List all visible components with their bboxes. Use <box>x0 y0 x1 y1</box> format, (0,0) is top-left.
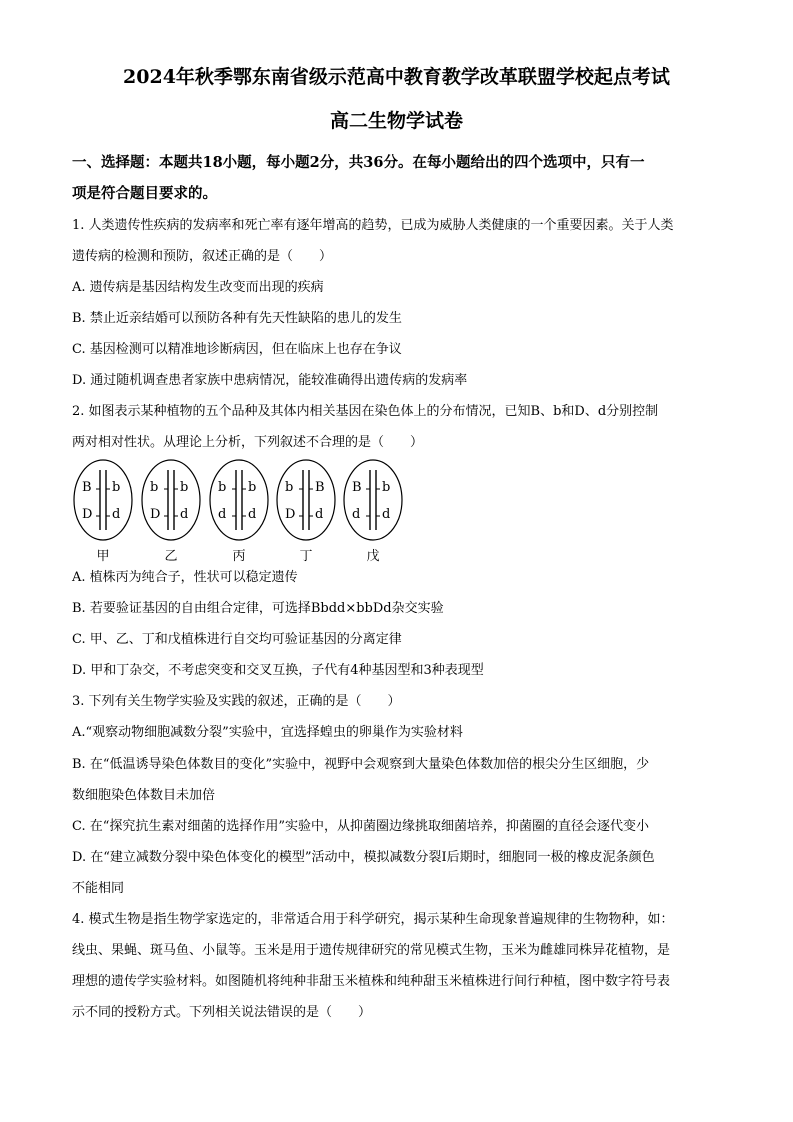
gene-label: d <box>180 507 189 522</box>
gene-label: d <box>248 507 257 522</box>
q1-option-a: A. 遗传病是基因结构发生改变而出现的疾病 <box>72 280 324 295</box>
cell-label: 甲 <box>96 549 110 564</box>
gene-label: B <box>315 480 325 495</box>
cell-label: 丁 <box>299 549 313 564</box>
gene-label: b <box>150 480 159 495</box>
q3-option-b: B. 在“低温诱导染色体数目的变化”实验中，视野中会观察到大量染色体数加倍的根尖分生区细胞，少 <box>72 757 650 772</box>
q1-stem-cont: 遗传病的检测和预防，叙述正确的是（ ） <box>72 249 333 264</box>
q2-option-b: B. 若要验证基因的自由组合定律，可选择Bbdd×bbDd杂交实验 <box>72 601 444 616</box>
gene-label: B <box>352 480 362 495</box>
gene-label: b <box>285 480 294 495</box>
gene-label: d <box>382 507 391 522</box>
q1-option-d: D. 通过随机调查患者家族中患病情况，能较准确得出遗传病的发病率 <box>72 373 468 388</box>
gene-label: d <box>112 507 121 522</box>
q3-option-c: C. 在“探究抗生素对细菌的选择作用”实验中，从抑菌圈边缘挑取细菌培养，抑菌圈的直径会逐代变小 <box>72 819 650 834</box>
q2-option-d: D. 甲和丁杂交，不考虑突变和交叉互换，子代有4种基因型和3种表现型 <box>72 663 484 678</box>
gene-label: D <box>285 507 296 522</box>
gene-label: b <box>218 480 227 495</box>
gene-label: B <box>82 480 92 495</box>
gene-label: b <box>112 480 121 495</box>
q2-option-c: C. 甲、乙、丁和戊植株进行自交均可验证基因的分离定律 <box>72 632 402 647</box>
q1-option-b: B. 禁止近亲结婚可以预防各种有先天性缺陷的患儿的发生 <box>72 311 402 326</box>
chromosome-cell <box>275 458 337 546</box>
q4-stem-cont-1: 线虫、果蝇、斑马鱼、小鼠等。玉米是用于遗传规律研究的常见模式生物，玉米为雌雄同株异花植物，是 <box>72 943 671 958</box>
chromosome-cell <box>72 458 134 546</box>
gene-label: b <box>180 480 189 495</box>
chromosome-cell <box>208 458 270 546</box>
section-heading: 一、选择题：本题共18小题，每小题2分，共36分。在每小题给出的四个选项中，只有一 <box>72 154 645 171</box>
section-heading-cont: 项是符合题目要求的。 <box>72 185 217 202</box>
gene-label: D <box>82 507 93 522</box>
chromosome-cell <box>342 458 404 546</box>
q3-option-a: A.“观察动物细胞减数分裂”实验中，宜选择蝗虫的卵巢作为实验材料 <box>72 725 463 740</box>
q3-option-d-cont: 不能相同 <box>72 881 125 896</box>
gene-label: b <box>382 480 391 495</box>
gene-label: d <box>315 507 324 522</box>
q4-stem-cont-2: 理想的遗传学实验材料。如图随机将纯种非甜玉米植株和纯种甜玉米植株进行间行种植，图中数字符号表 <box>72 974 671 989</box>
gene-label: d <box>218 507 227 522</box>
cell-label: 戊 <box>366 549 380 564</box>
q2-stem: 2. 如图表示某种植物的五个品种及其体内相关基因在染色体上的分布情况，已知B、b和D、d分别控制 <box>72 404 659 419</box>
gene-label: D <box>150 507 161 522</box>
q2-option-a: A. 植株丙为纯合子，性状可以稳定遗传 <box>72 570 298 585</box>
exam-title: 2024年秋季鄂东南省级示范高中教育教学改革联盟学校起点考试 <box>123 66 670 88</box>
q4-stem-cont-3: 示不同的授粉方式。下列相关说法错误的是（ ） <box>72 1005 372 1020</box>
cell-label: 乙 <box>164 549 178 564</box>
q1-option-c: C. 基因检测可以精准地诊断病因，但在临床上也存在争议 <box>72 342 402 357</box>
gene-label: d <box>352 507 361 522</box>
cell-label: 丙 <box>232 549 246 564</box>
q2-stem-cont: 两对相对性状。从理论上分析，下列叙述不合理的是（ ） <box>72 435 424 450</box>
q3-option-b-cont: 数细胞染色体数目未加倍 <box>72 788 216 803</box>
q3-stem: 3. 下列有关生物学实验及实践的叙述，正确的是（ ） <box>72 694 401 709</box>
q1-stem: 1. 人类遗传性疾病的发病率和死亡率有逐年增高的趋势，已成为威胁人类健康的一个重要因素。关于人类 <box>72 218 674 233</box>
q4-stem: 4. 模式生物是指生物学家选定的，非常适合用于科学研究，揭示某种生命现象普遍规律的生物物种，如： <box>72 912 674 927</box>
chromosome-cell <box>140 458 202 546</box>
exam-subtitle: 高二生物学试卷 <box>329 110 463 132</box>
gene-label: b <box>248 480 257 495</box>
q3-option-d: D. 在“建立减数分裂中染色体变化的模型”活动中，模拟减数分裂I后期时，细胞同一极的橡皮泥条颜色 <box>72 850 655 865</box>
